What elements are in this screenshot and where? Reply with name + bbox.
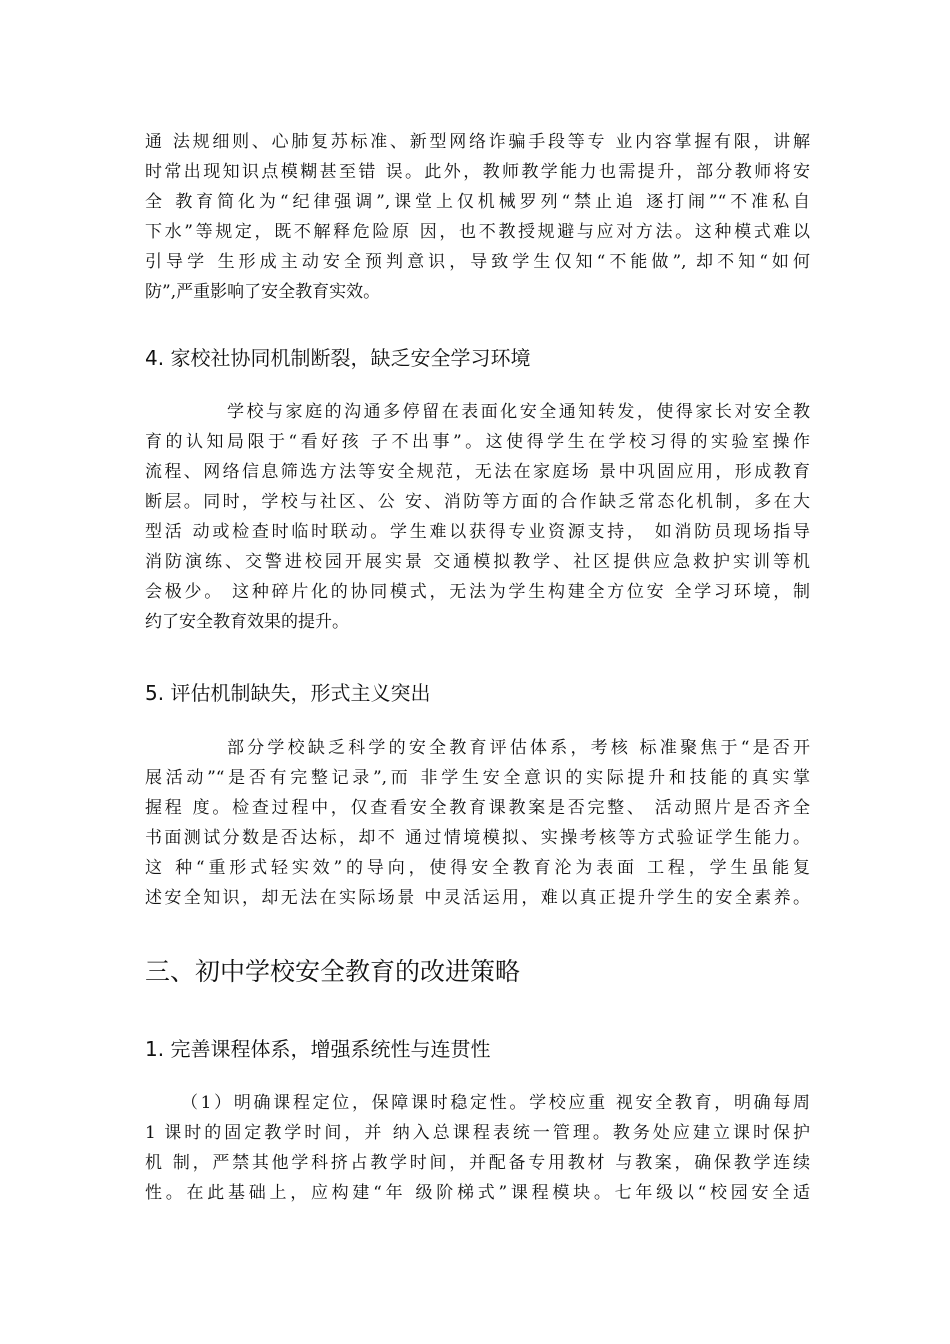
heading-section-5: 5. 评估机制缺失，形式主义突出 [145,681,431,705]
text-line: 机 制，严禁其他学科挤占教学时间，并配备专用教材 与教案，确保教学连续 [145,1153,810,1173]
text-line: 防”,严重影响了安全教育实效。 [145,282,381,302]
text-line: 流程、网络信息筛选方法等安全规范，无法在家庭场 景中巩固应用，形成教育 [145,462,810,482]
text-line: 型活 动或检查时临时联动。学生难以获得专业资源支持， 如消防员现场指导 [145,522,810,542]
text-line: 时常出现知识点模糊甚至错 误。此外，教师教学能力也需提升，部分教师将安 [145,162,810,182]
text-line: 断层。同时，学校与社区、公 安、消防等方面的合作缺乏常态化机制，多在大 [145,492,810,512]
text-line: 部分学校缺乏科学的安全教育评估体系，考核 标准聚焦于“是否开 [227,738,810,758]
heading-section-4: 4. 家校社协同机制断裂，缺乏安全学习环境 [145,346,531,370]
heading-chapter-3: 三、初中学校安全教育的改进策略 [145,957,521,986]
paragraph-curriculum [145,1088,810,1208]
heading-subsection-1: 1. 完善课程体系，增强系统性与连贯性 [145,1037,491,1061]
text-line: 全 教育简化为“纪律强调”,课堂上仅机械罗列“禁止追 逐打闹”“不准私自 [145,192,810,212]
text-line: 会极少。 这种碎片化的协同模式，无法为学生构建全方位安 全学习环境，制 [145,582,810,602]
text-line: 育的认知局限于“看好孩 子不出事”。这使得学生在学校习得的实验室操作 [145,432,810,452]
paragraph-evaluation [145,733,810,913]
text-line: 消防演练、交警进校园开展实景 交通模拟教学、社区提供应急救护实训等机 [145,552,810,572]
text-line: 引导学 生形成主动安全预判意识，导致学生仅知“不能做”, 却不知“如何 [145,252,810,272]
text-line: 约了安全教育效果的提升。 [145,612,349,632]
text-line: （1）明确课程定位，保障课时稳定性。学校应重 视安全教育，明确每周 [181,1093,810,1113]
text-line: 这 种“重形式轻实效”的导向，使得安全教育沦为表面 工程，学生虽能复 [145,858,810,878]
text-line: 学校与家庭的沟通多停留在表面化安全通知转发，使得家长对安全教 [227,402,810,422]
text-line: 性。在此基础上，应构建“年 级阶梯式”课程模块。七年级以“校园安全适 [145,1183,810,1203]
paragraph-home-school [145,397,810,637]
text-line: 展活动”“是否有完整记录”,而 非学生安全意识的实际提升和技能的真实掌 [145,768,810,788]
text-line: 握程 度。检查过程中，仅查看安全教育课教案是否完整、 活动照片是否齐全 [145,798,810,818]
text-line: 通 法规细则、心肺复苏标准、新型网络诈骗手段等专 业内容掌握有限，讲解 [145,132,810,152]
text-line: 1 课时的固定教学时间，并 纳入总课程表统一管理。教务处应建立课时保护 [145,1123,810,1143]
text-line: 述安全知识，却无法在实际场景 中灵活运用，难以真正提升学生的安全素养。 [145,888,810,908]
text-line: 书面测试分数是否达标，却不 通过情境模拟、实操考核等方式验证学生能力。 [145,828,810,848]
text-line: 下水”等规定，既不解释危险原 因，也不教授规避与应对方法。这种模式难以 [145,222,810,242]
paragraph-teacher-ability [145,127,810,307]
